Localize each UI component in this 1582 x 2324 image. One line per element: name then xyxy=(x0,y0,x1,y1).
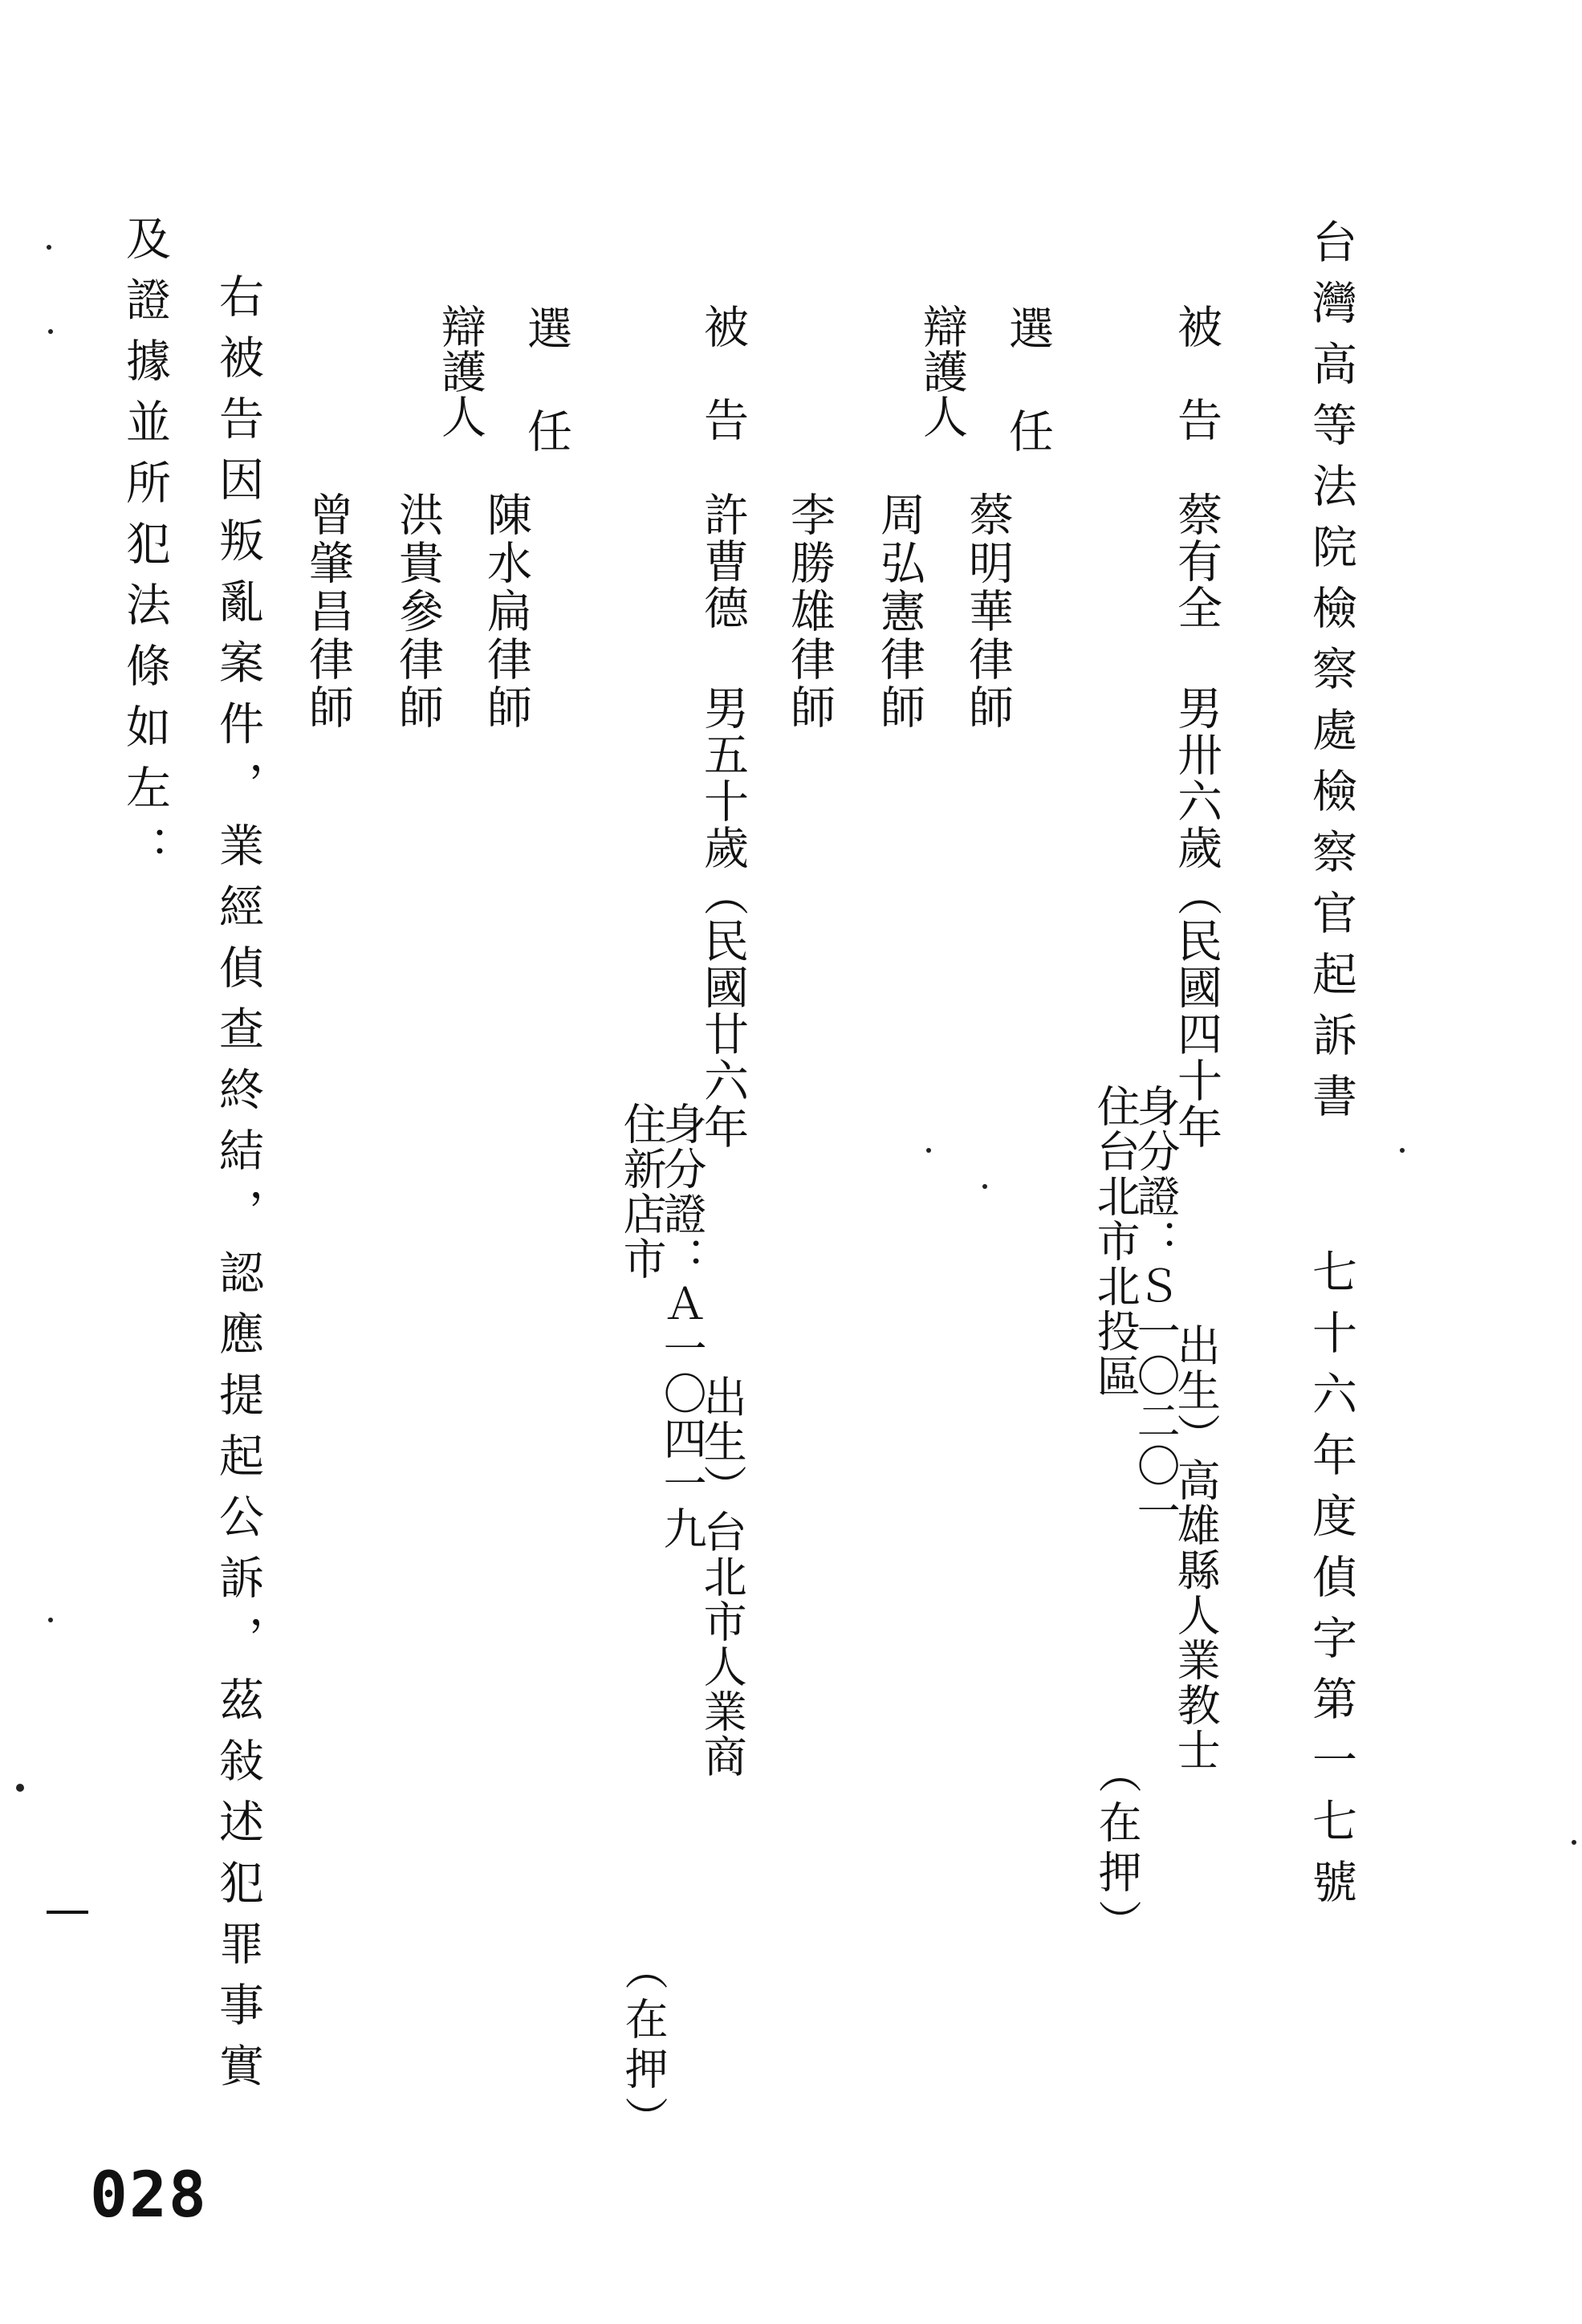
defendant1-line1: 蔡有全 男卅六歲（民國四十年 xyxy=(1170,491,1222,1150)
counsel2-role-b: 辯護人 xyxy=(434,303,486,438)
document-title: 台灣高等法院檢察處檢察官起訴書 xyxy=(1305,218,1357,1134)
defendant2-line1: 許曹德 男五十歲（民國廿六年 xyxy=(697,491,749,1150)
scan-speck xyxy=(47,245,51,250)
defendant2-birth-place: 出生）台北市人業商 xyxy=(697,1374,748,1779)
counsel2-lawyer-3: 曾肇昌律師 xyxy=(302,491,354,732)
defendant1-birth-place: 出生）高雄縣人業教士 xyxy=(1170,1323,1222,1773)
body-text-line-2: 及證據並所犯法條如左： xyxy=(119,215,171,886)
counsel2-lawyer-1: 陳水扁律師 xyxy=(480,491,532,732)
defendant1-address: 住台北市北投區 xyxy=(1090,1084,1141,1398)
page-number: 028 xyxy=(90,2159,208,2232)
scan-speck xyxy=(982,1184,987,1189)
defendant2-role: 被告 xyxy=(697,303,749,490)
defendant2-custody: （在押） xyxy=(618,1947,669,2146)
counsel1-role-a: 選任 xyxy=(1002,305,1054,511)
scan-speck xyxy=(48,1618,53,1622)
scan-speck xyxy=(16,1784,24,1792)
counsel2-role-a: 選任 xyxy=(520,305,572,511)
scan-speck xyxy=(926,1148,931,1153)
defendant2-address: 住新店市 xyxy=(616,1101,668,1281)
scan-speck xyxy=(48,329,53,334)
scan-speck xyxy=(1400,1148,1405,1153)
case-number: 七十六年度偵字第一七號 xyxy=(1305,1248,1357,1919)
counsel1-role-b: 辯護人 xyxy=(916,303,968,438)
counsel1-lawyer-3: 李勝雄律師 xyxy=(783,491,836,732)
counsel2-lawyer-2: 洪貴參律師 xyxy=(392,491,444,732)
counsel1-lawyer-2: 周弘憲律師 xyxy=(873,491,925,732)
margin-dash xyxy=(47,1911,88,1914)
counsel1-lawyer-1: 蔡明華律師 xyxy=(962,491,1014,732)
scan-speck xyxy=(1572,1840,1576,1845)
defendant2-id: 身分證：Ａ一〇四一九 xyxy=(657,1101,708,1551)
defendant1-custody: （在押） xyxy=(1092,1750,1143,1949)
defendant1-id: 身分證：Ｓ一〇二〇一 xyxy=(1130,1084,1181,1533)
defendant1-role: 被告 xyxy=(1170,303,1222,490)
body-text-line-1: 右被告因叛亂案件，業經偵查終結，認應提起公訴，茲敍述犯罪事實 xyxy=(212,273,264,2103)
